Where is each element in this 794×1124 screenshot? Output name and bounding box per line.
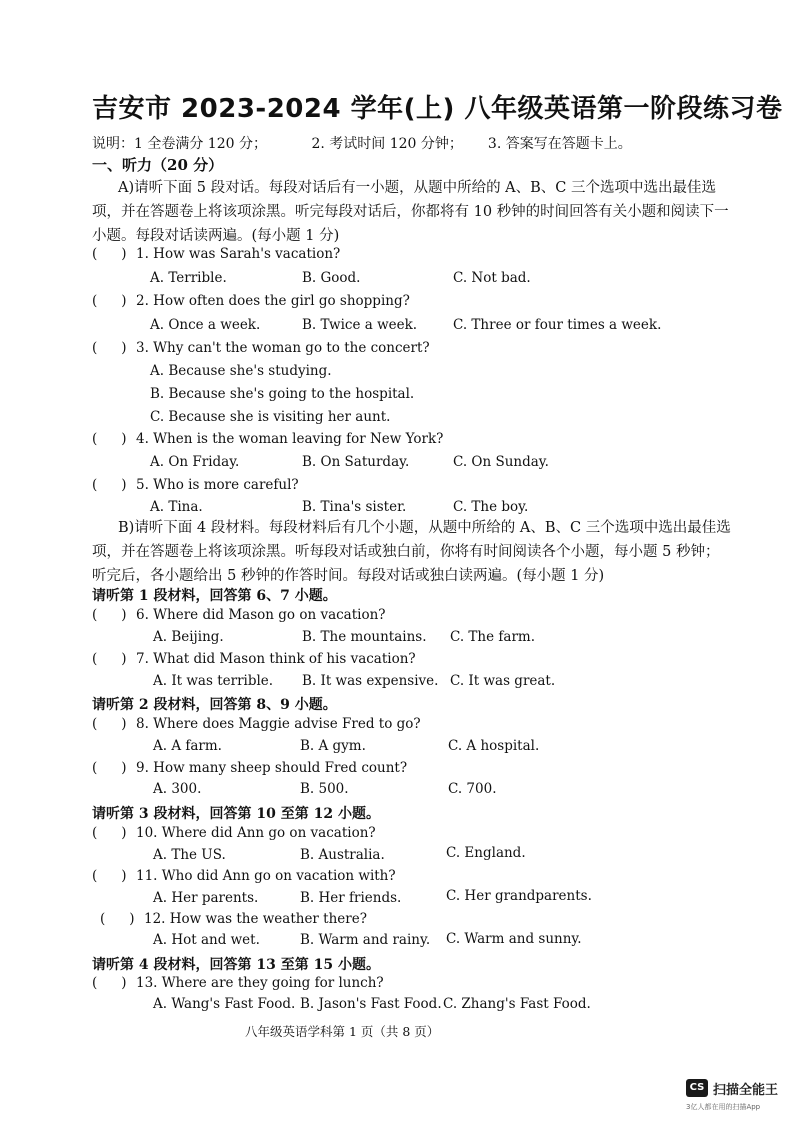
option-a: A. 300. bbox=[153, 781, 202, 797]
question-1 bbox=[92, 246, 340, 262]
option-b: B. Tina's sister. bbox=[302, 499, 407, 515]
question-13 bbox=[92, 975, 384, 991]
answer-bracket[interactable]: ( ) bbox=[92, 293, 127, 309]
question-12 bbox=[100, 911, 367, 927]
question-6 bbox=[92, 607, 386, 623]
option-a: A. Because she's studying. bbox=[150, 363, 332, 379]
option-b: B. 500. bbox=[300, 781, 349, 797]
question-text: 2. How often does the girl go shopping? bbox=[136, 293, 410, 309]
option-b: B. Twice a week. bbox=[302, 317, 418, 333]
answer-bracket[interactable]: ( ) bbox=[92, 868, 127, 884]
material-heading-1: 请听第 1 段材料，回答第 6、7 小题。 bbox=[92, 588, 337, 604]
instructions bbox=[92, 133, 632, 153]
option-c: C. It was great. bbox=[450, 673, 556, 689]
option-c: C. 700. bbox=[448, 781, 497, 797]
question-9 bbox=[92, 760, 407, 776]
question-text: 13. Where are they going for lunch? bbox=[136, 975, 384, 991]
answer-bracket[interactable]: ( ) bbox=[100, 911, 135, 927]
answer-bracket[interactable]: ( ) bbox=[92, 607, 127, 623]
material-heading-2: 请听第 2 段材料，回答第 8、9 小题。 bbox=[92, 697, 337, 713]
option-c: C. Warm and sunny. bbox=[446, 931, 582, 947]
question-text: 11. Who did Ann go on vacation with? bbox=[136, 868, 396, 884]
question-text: 7. What did Mason think of his vacation? bbox=[136, 651, 416, 667]
option-c: C. Not bad. bbox=[453, 270, 531, 286]
option-b: B. Warm and rainy. bbox=[300, 932, 431, 948]
camscanner-logo-icon: CS bbox=[686, 1079, 708, 1097]
answer-bracket[interactable]: ( ) bbox=[92, 431, 127, 447]
watermark-tagline: 3亿人都在用的扫描App bbox=[686, 1103, 761, 1111]
part-a-instructions: A)请听下面 5 段对话。每段对话后有一小题，从题中所给的 A、B、C 三个选项中选出最佳选项，并在答题卷上将该项涂黑。听完每段对话后，你都将有 10 秒钟的时间回答有关小题和阅读下一小题。每段对话读两遍。(每小题 1 分) bbox=[92, 180, 729, 244]
watermark-brand: 扫描全能王 bbox=[713, 1083, 779, 1098]
option-a: A. Beijing. bbox=[153, 629, 224, 645]
option-b: B. A gym. bbox=[300, 738, 366, 754]
option-a: A. Her parents. bbox=[153, 890, 259, 906]
question-text: 5. Who is more careful? bbox=[136, 477, 299, 493]
instruction-2: 2. 考试时间 120 分钟； bbox=[311, 136, 463, 152]
question-2 bbox=[92, 293, 410, 309]
question-7 bbox=[92, 651, 416, 667]
question-text: 9. How many sheep should Fred count? bbox=[136, 760, 408, 776]
option-b: B. Good. bbox=[302, 270, 361, 286]
option-b: B. Jason's Fast Food. bbox=[300, 996, 442, 1012]
option-a: A. On Friday. bbox=[150, 454, 240, 470]
question-text: 3. Why can't the woman go to the concert? bbox=[136, 340, 430, 356]
answer-bracket[interactable]: ( ) bbox=[92, 825, 127, 841]
material-heading-3: 请听第 3 段材料，回答第 10 至第 12 小题。 bbox=[92, 806, 380, 822]
option-b: B. It was expensive. bbox=[302, 673, 439, 689]
question-text: 8. Where does Maggie advise Fred to go? bbox=[136, 716, 421, 732]
answer-bracket[interactable]: ( ) bbox=[92, 477, 127, 493]
question-11 bbox=[92, 868, 396, 884]
answer-bracket[interactable]: ( ) bbox=[92, 716, 127, 732]
option-c: C. A hospital. bbox=[448, 738, 540, 754]
option-c: C. England. bbox=[446, 845, 526, 861]
option-c: C. The farm. bbox=[450, 629, 536, 645]
option-b: B. Her friends. bbox=[300, 890, 402, 906]
question-text: 10. Where did Ann go on vacation? bbox=[136, 825, 376, 841]
question-text: 6. Where did Mason go on vacation? bbox=[136, 607, 386, 623]
option-c: C. The boy. bbox=[453, 499, 529, 515]
question-text: 1. How was Sarah's vacation? bbox=[136, 246, 341, 262]
question-8 bbox=[92, 716, 421, 732]
option-c: C. Three or four times a week. bbox=[453, 317, 662, 333]
answer-bracket[interactable]: ( ) bbox=[92, 975, 127, 991]
answer-bracket[interactable]: ( ) bbox=[92, 651, 127, 667]
option-a: A. Wang's Fast Food. bbox=[153, 996, 296, 1012]
section-heading: 一、听力（20 分） bbox=[92, 156, 224, 174]
option-b: B. On Saturday. bbox=[302, 454, 410, 470]
exam-title: 吉安市 2023-2024 学年(上) 八年级英语第一阶段练习卷 bbox=[92, 94, 783, 124]
question-3 bbox=[92, 340, 430, 356]
option-b: B. Australia. bbox=[300, 847, 385, 863]
option-a: A. The US. bbox=[153, 847, 226, 863]
option-c: C. Her grandparents. bbox=[446, 888, 592, 904]
option-a: A. It was terrible. bbox=[153, 673, 274, 689]
option-c: C. Because she is visiting her aunt. bbox=[150, 409, 391, 425]
option-c: C. On Sunday. bbox=[453, 454, 549, 470]
option-a: A. Once a week. bbox=[150, 317, 261, 333]
part-b-instructions: B)请听下面 4 段材料。每段材料后有几个小题，从题中所给的 A、B、C 三个选项中选出最佳选项，并在答题卷上将该项涂黑。听每段对话或独白前，你将有时间阅读各个小题，每小题 5 秒钟；听完后，各小题给出 5 秒钟的作答时间。每段对话或独白读两遍。(每小题 1 分) bbox=[92, 520, 731, 584]
scanner-watermark bbox=[686, 1079, 786, 1119]
option-a: A. Hot and wet. bbox=[153, 932, 260, 948]
instruction-3: 3. 答案写在答题卡上。 bbox=[487, 136, 632, 152]
option-c: C. Zhang's Fast Food. bbox=[443, 996, 591, 1012]
question-5 bbox=[92, 477, 299, 493]
instruction-1: 说明：1 全卷满分 120 分； bbox=[92, 136, 267, 152]
question-10 bbox=[92, 825, 376, 841]
answer-bracket[interactable]: ( ) bbox=[92, 246, 127, 262]
option-b: B. Because she's going to the hospital. bbox=[150, 386, 415, 402]
option-b: B. The mountains. bbox=[302, 629, 427, 645]
page-footer: 八年级英语学科第 1 页（共 8 页） bbox=[245, 1024, 440, 1039]
option-a: A. Terrible. bbox=[150, 270, 227, 286]
question-text: 4. When is the woman leaving for New York? bbox=[136, 431, 444, 447]
question-text: 12. How was the weather there? bbox=[144, 911, 367, 927]
material-heading-4: 请听第 4 段材料，回答第 13 至第 15 小题。 bbox=[92, 957, 380, 973]
question-4 bbox=[92, 431, 443, 447]
answer-bracket[interactable]: ( ) bbox=[92, 760, 127, 776]
option-a: A. A farm. bbox=[153, 738, 222, 754]
answer-bracket[interactable]: ( ) bbox=[92, 340, 127, 356]
option-a: A. Tina. bbox=[150, 499, 203, 515]
